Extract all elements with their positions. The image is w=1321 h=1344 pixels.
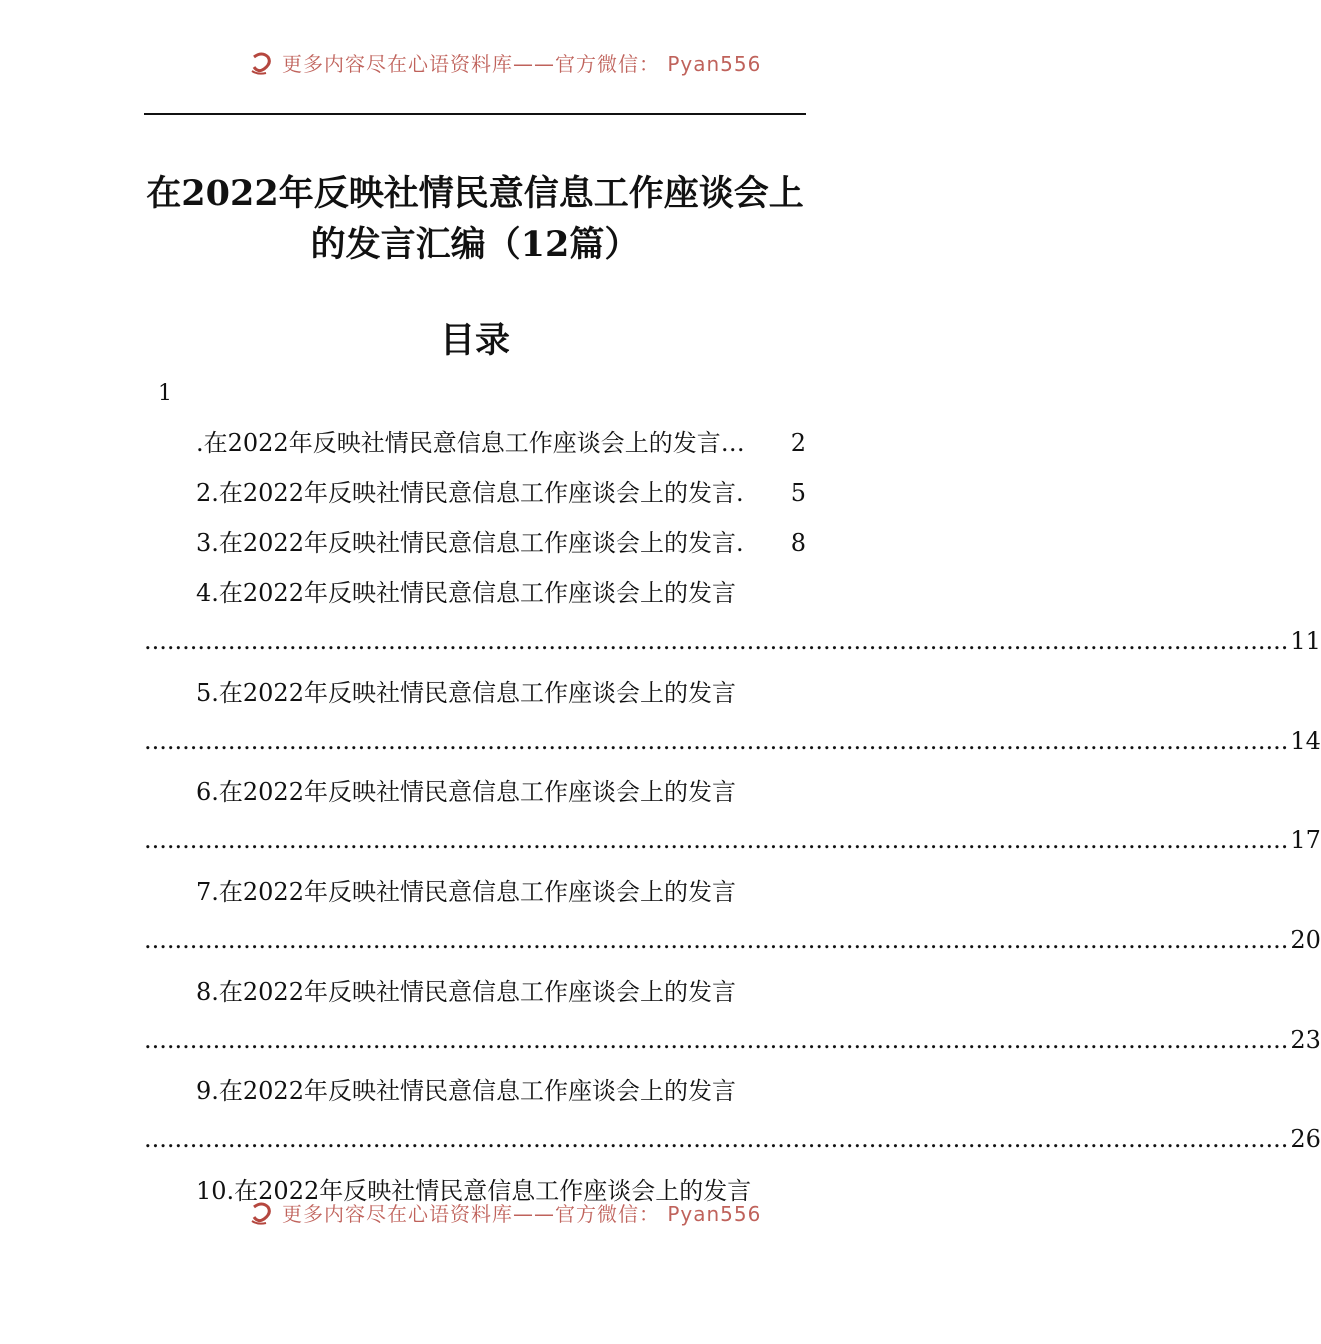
toc-page-number: 14: [1290, 727, 1321, 755]
toc-entry-3[interactable]: [196, 528, 806, 558]
toc-entry-5-leader[interactable]: [144, 726, 1321, 756]
toc-entry-text: 3.在2022年反映社情民意信息工作座谈会上的发言: [196, 529, 736, 557]
toc-page-number: 8: [790, 529, 806, 557]
toc-entry-9-leader[interactable]: [144, 1124, 1321, 1154]
toc-entry-6-leader[interactable]: [144, 825, 1321, 855]
toc-entry-2[interactable]: [196, 478, 806, 508]
toc-entry-text: 2.在2022年反映社情民意信息工作座谈会上的发言: [196, 479, 736, 507]
header-watermark-text: 更多内容尽在心语资料库——官方微信： Pyan556: [282, 52, 762, 76]
toc-entry-text: 9.在2022年反映社情民意信息工作座谈会上的发言: [196, 1077, 736, 1105]
toc-page-number: 26: [1290, 1125, 1321, 1153]
toc-dot-leader: ......................................................................................................................................................: [144, 1026, 1289, 1054]
header-rule: [144, 113, 806, 115]
toc-dot-leader: ......................................................................................................................................................: [144, 926, 1289, 954]
toc-dot-leader: ......................................................................................................................................................: [144, 727, 1289, 755]
header-watermark: [248, 52, 762, 88]
toc-page-number: 2: [790, 429, 806, 457]
toc-entry-text: 8.在2022年反映社情民意信息工作座谈会上的发言: [196, 978, 736, 1006]
footer-watermark: [248, 1202, 762, 1236]
toc-dot-leader: ......................................................................................................................................................: [144, 1125, 1289, 1153]
toc-dot-leader: ......................................................................................................................................................: [144, 627, 1289, 655]
toc-entry-text: 4.在2022年反映社情民意信息工作座谈会上的发言: [196, 579, 736, 607]
toc-entry-8[interactable]: [196, 977, 806, 1007]
toc-entry-text: 10.在2022年反映社情民意信息工作座谈会上的发言: [196, 1177, 752, 1205]
toc-entry-text: 7.在2022年反映社情民意信息工作座谈会上的发言: [196, 878, 736, 906]
toc-entry-6[interactable]: [196, 777, 806, 807]
toc-entry-4-leader[interactable]: [144, 626, 1321, 656]
toc-page-number: 20: [1290, 926, 1321, 954]
toc-page-number: 5: [790, 479, 806, 507]
toc-entry-text: 6.在2022年反映社情民意信息工作座谈会上的发言: [196, 778, 736, 806]
toc-entry-1[interactable]: [196, 428, 806, 458]
toc-page-number: 11: [1290, 627, 1321, 655]
document-title-line-1: 在2022年反映社情民意信息工作座谈会上: [146, 173, 804, 214]
toc-leader: …: [720, 429, 745, 457]
toc-entry-text: .在2022年反映社情民意信息工作座谈会上的发言: [196, 429, 721, 457]
toc-entry-8-leader[interactable]: [144, 1025, 1321, 1055]
toc-entry-4[interactable]: [196, 578, 806, 608]
toc-entry-7[interactable]: [196, 877, 806, 907]
toc-entry-9[interactable]: [196, 1076, 806, 1106]
toc-page-number: 23: [1290, 1026, 1321, 1054]
toc-dot-leader: ......................................................................................................................................................: [144, 826, 1289, 854]
logo-icon: [248, 1199, 276, 1227]
toc-entry-7-leader[interactable]: [144, 925, 1321, 955]
toc-page-number: 17: [1290, 826, 1321, 854]
toc-heading: 目录: [439, 320, 510, 361]
toc-leader: .: [735, 479, 744, 507]
toc-marker: 1: [158, 381, 172, 406]
toc-leader: .: [735, 529, 744, 557]
footer-watermark-text: 更多内容尽在心语资料库——官方微信： Pyan556: [282, 1202, 762, 1226]
document-title-line-2: 的发言汇编（12篇）: [310, 224, 640, 265]
document-title: [144, 168, 806, 270]
toc-entry-text: 5.在2022年反映社情民意信息工作座谈会上的发言: [196, 679, 736, 707]
logo-icon: [248, 49, 276, 77]
toc-entry-5[interactable]: [196, 678, 806, 708]
